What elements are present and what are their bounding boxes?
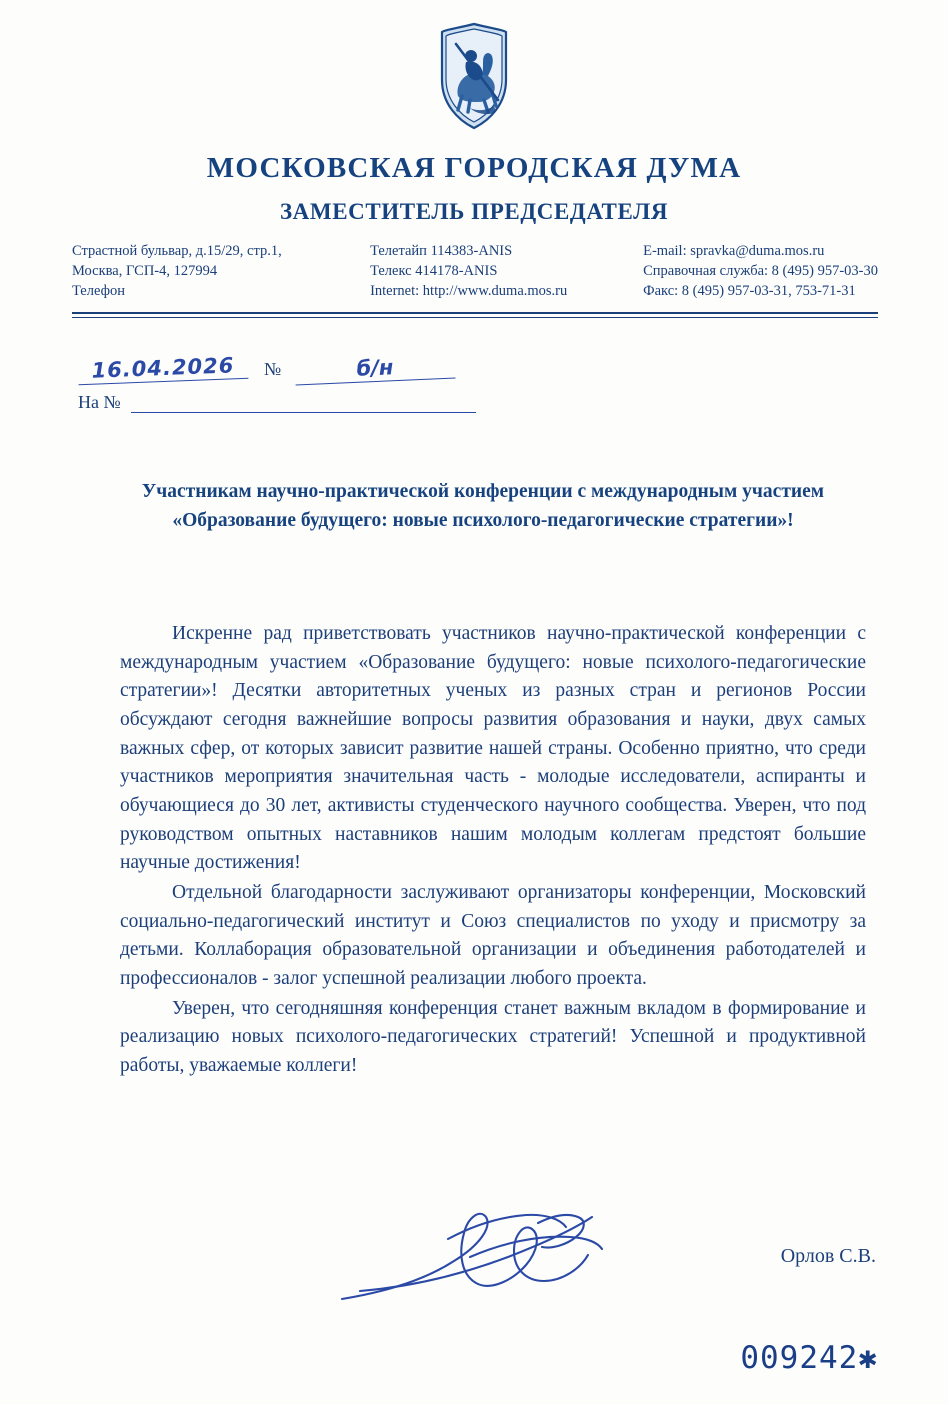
signer-name: Орлов С.В. [780, 1245, 876, 1267]
organization-subtitle: ЗАМЕСТИТЕЛЬ ПРЕДСЕДАТЕЛЯ [279, 199, 669, 224]
contact-line: Internet: http://www.duma.mos.ru [370, 282, 568, 299]
document-barcode-number: 009242✱ [740, 1340, 878, 1376]
contact-line: Справочная служба: 8 (495) 957-03-30 [643, 262, 878, 279]
reference-row [78, 348, 455, 382]
body-paragraph: Уверен, что сегодняшняя конференция станет важным вкладом в формирование и реализацию новых психолого-педагогических стратегий! Успешной и продуктивной работы, уважаемые коллеги! [120, 997, 866, 1076]
reply-to-line [131, 398, 476, 413]
contact-line: Москва, ГСП-4, 127994 [72, 262, 218, 279]
contact-line: Факс: 8 (495) 957-03-31, 753-71-31 [643, 282, 856, 299]
contact-column-address [72, 242, 362, 302]
addressee-heading: Участникам научно-практической конференции с международным участием «Образование будущего: новые психолого-педагогические стратегии»! [141, 481, 825, 531]
letter-body [120, 620, 866, 1082]
reply-reference-row [78, 392, 476, 413]
contact-line: E-mail: spravka@duma.mos.ru [643, 243, 825, 259]
signature-container [330, 1195, 660, 1315]
contact-block [72, 242, 878, 302]
contact-line: Телетайп 114383-ANIS [370, 243, 513, 259]
body-paragraph: Отдельной благодарности заслуживают организаторы конференции, Московский социально-педагогический институт и Союз специалистов по уходу и присмотру за детьми. Коллаборация образовательной организации и объединения работодателей и профессионалов - залог успешной реализации любого проекта. [120, 881, 866, 989]
contact-line: Страстной бульвар, д.15/29, стр.1, [72, 243, 282, 259]
signature-scrawl-icon [330, 1195, 660, 1315]
document-date-value: 16.04.2026 [78, 353, 249, 386]
emblem-container [0, 22, 948, 130]
organization-title: МОСКОВСКАЯ ГОРОДСКАЯ ДУМА [206, 152, 742, 184]
document-number-label: № [264, 359, 282, 379]
header-divider-thin [72, 317, 878, 318]
contact-line: Телефон [72, 282, 125, 299]
contact-column-teletype [370, 242, 635, 302]
header-divider-thick [72, 312, 878, 314]
contact-column-email [643, 242, 878, 302]
body-paragraph: Искренне рад приветствовать участников научно-практической конференции с международным участием «Образование будущего: новые психолого-педагогические стратегии»! Десятки авторитетных ученых из разных стран и регионов России обсуждают сегодня важнейшие вопросы развития образования и науки, двух самых важных сфер, от которых зависит развитие нашей страны. Особенно приятно, что среди участников мероприятия значительная часть - молодые исследователи, аспиранты и обучающиеся до 30 лет, активисты студенческого научного сообщества. Уверен, что под руководством опытных наставников нашим молодым коллегам предстоят большие научные достижения! [120, 623, 866, 874]
contact-line: Телекс 414178-ANIS [370, 262, 498, 279]
document-number-value: б/н [295, 353, 456, 386]
reply-to-label: На № [78, 392, 121, 412]
moscow-coat-of-arms-st-george-icon [438, 22, 510, 130]
